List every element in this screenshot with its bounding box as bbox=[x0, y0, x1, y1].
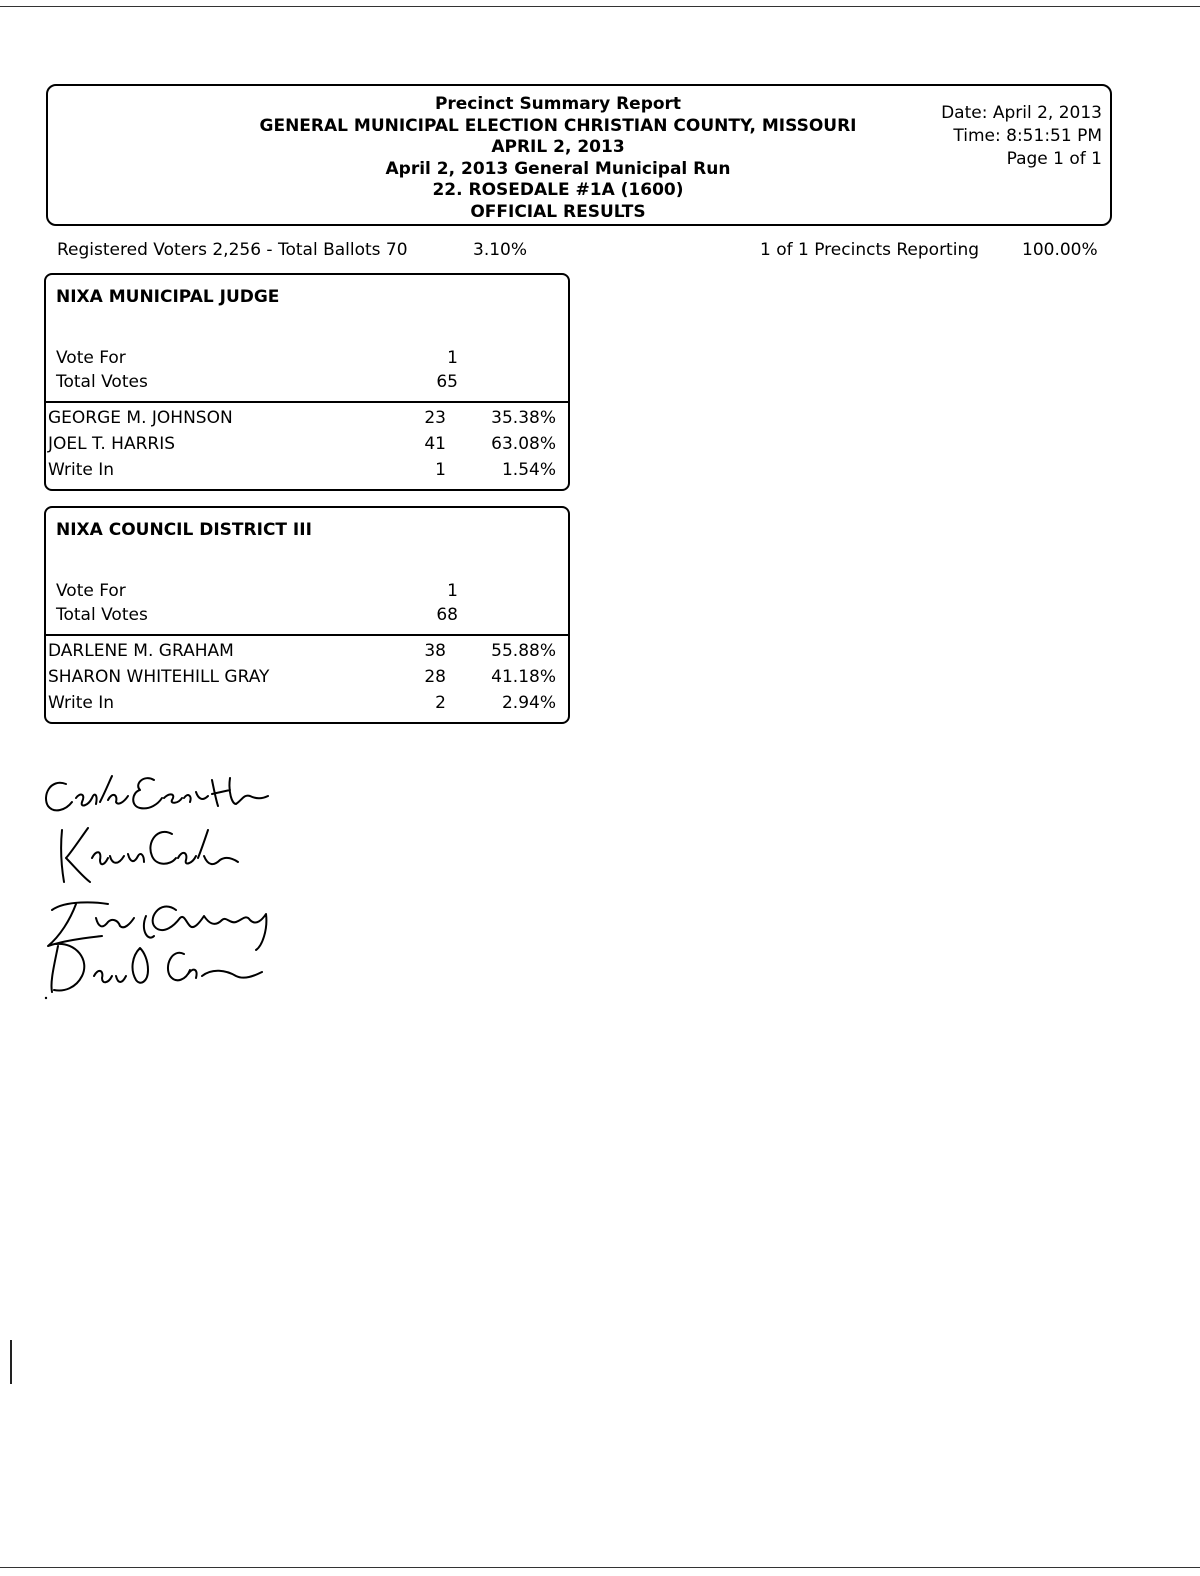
candidate-row bbox=[46, 460, 568, 486]
candidate-name: GEORGE M. JOHNSON bbox=[48, 408, 233, 428]
total-votes-value: 68 bbox=[436, 605, 458, 625]
candidate-row bbox=[46, 667, 568, 693]
candidate-name: DARLENE M. GRAHAM bbox=[48, 641, 234, 661]
candidate-row bbox=[46, 641, 568, 667]
vote-for-label: Vote For bbox=[56, 348, 126, 368]
candidate-votes: 1 bbox=[435, 460, 446, 480]
handwritten-signatures bbox=[36, 770, 336, 1010]
contest-title: NIXA MUNICIPAL JUDGE bbox=[56, 287, 280, 307]
contest-municipal-judge bbox=[44, 273, 570, 491]
signature-dot bbox=[45, 997, 47, 999]
report-title-block bbox=[178, 94, 938, 223]
turnout-percent: 3.10% bbox=[473, 240, 528, 260]
contest-title: NIXA COUNCIL DISTRICT III bbox=[56, 520, 312, 540]
candidate-name: JOEL T. HARRIS bbox=[48, 434, 176, 454]
report-time: Time: 8:51:51 PM bbox=[953, 126, 1102, 146]
scan-edge-bottom bbox=[0, 1567, 1200, 1568]
candidate-row bbox=[46, 693, 568, 719]
contest-council-district-iii bbox=[44, 506, 570, 724]
candidate-row bbox=[46, 408, 568, 434]
election-name: GENERAL MUNICIPAL ELECTION CHRISTIAN COUNTY, MISSOURI bbox=[259, 115, 857, 136]
signature-2 bbox=[61, 828, 238, 882]
signature-1 bbox=[46, 776, 268, 810]
total-votes-label: Total Votes bbox=[56, 605, 148, 625]
candidate-percent: 55.88% bbox=[491, 641, 556, 661]
vote-for-value: 1 bbox=[447, 348, 458, 368]
candidate-votes: 41 bbox=[424, 434, 446, 454]
total-votes-value: 65 bbox=[436, 372, 458, 392]
signature-4 bbox=[51, 944, 262, 992]
vote-for-label: Vote For bbox=[56, 581, 126, 601]
scan-mark bbox=[10, 1340, 12, 1384]
report-date: Date: April 2, 2013 bbox=[941, 103, 1102, 123]
contest-divider bbox=[46, 401, 568, 403]
candidate-votes: 2 bbox=[435, 693, 446, 713]
candidate-votes: 23 bbox=[424, 408, 446, 428]
page-number: Page 1 of 1 bbox=[1006, 149, 1102, 169]
registered-voters-summary: Registered Voters 2,256 - Total Ballots 70 bbox=[57, 240, 408, 260]
candidate-votes: 38 bbox=[424, 641, 446, 661]
contest-divider bbox=[46, 634, 568, 636]
precincts-reporting: 1 of 1 Precincts Reporting bbox=[760, 240, 980, 260]
candidate-votes: 28 bbox=[424, 667, 446, 687]
candidate-name: Write In bbox=[48, 460, 115, 480]
candidate-percent: 41.18% bbox=[491, 667, 556, 687]
candidate-row bbox=[46, 434, 568, 460]
scan-edge-top bbox=[0, 6, 1200, 7]
candidate-percent: 2.94% bbox=[501, 693, 556, 713]
report-header bbox=[46, 84, 1112, 226]
signature-3 bbox=[48, 902, 266, 950]
precincts-reporting-percent: 100.00% bbox=[1022, 240, 1098, 260]
candidate-name: SHARON WHITEHILL GRAY bbox=[48, 667, 270, 687]
candidate-percent: 35.38% bbox=[491, 408, 556, 428]
report-meta bbox=[941, 102, 1102, 171]
candidate-percent: 63.08% bbox=[491, 434, 556, 454]
candidate-percent: 1.54% bbox=[501, 460, 556, 480]
election-date: APRIL 2, 2013 bbox=[491, 137, 625, 157]
candidate-name: Write In bbox=[48, 693, 115, 713]
report-title: Precinct Summary Report bbox=[434, 94, 682, 114]
precinct-name: 22. ROSEDALE #1A (1600) bbox=[432, 180, 684, 200]
total-votes-label: Total Votes bbox=[56, 372, 148, 392]
results-status: OFFICIAL RESULTS bbox=[470, 201, 646, 222]
run-name: April 2, 2013 General Municipal Run bbox=[385, 158, 731, 179]
vote-for-value: 1 bbox=[447, 581, 458, 601]
